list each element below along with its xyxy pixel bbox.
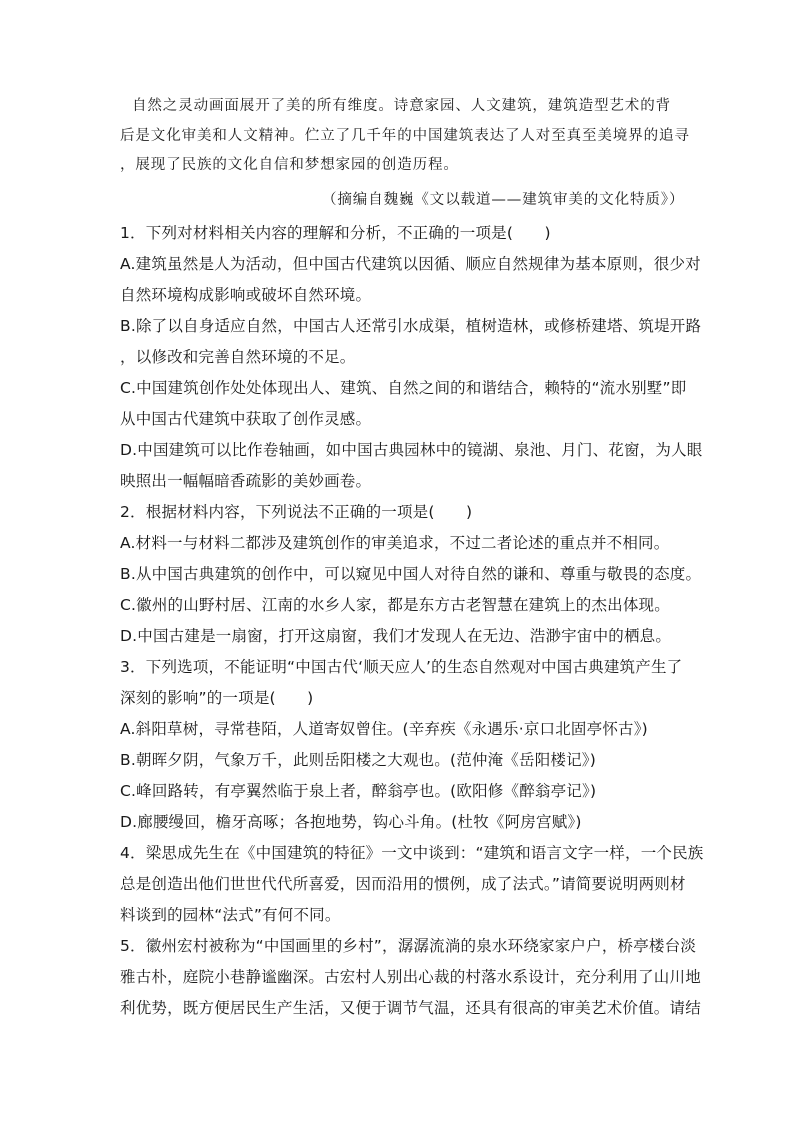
question-2-option-c: C.徽州的山野村居、江南的水乡人家，都是东方古老智慧在建筑上的杰出体现。: [120, 596, 670, 614]
question-3-stem-cont: 深刻的影响”的一项是( ): [120, 689, 314, 707]
question-2-option-d: D.中国古建是一扇窗，打开这扇窗，我们才发现人在无边、浩渺宇宙中的栖息。: [120, 627, 672, 645]
question-1-option-c: C.中国建筑创作处处体现出人、建筑、自然之间的和谐结合，赖特的“流水别墅”即: [120, 379, 687, 397]
passage-source: （摘编自魏巍《文以载道——建筑审美的文化特质》）: [322, 192, 685, 208]
question-1-stem: 1．下列对材料相关内容的理解和分析，不正确的一项是( ): [120, 224, 551, 242]
question-3-option-b: B.朝晖夕阴，气象万千，此则岳阳楼之大观也。(范仲淹《岳阳楼记》): [120, 751, 597, 769]
passage-line: 自然之灵动画面展开了美的所有维度。诗意家园、人文建筑，建筑造型艺术的背: [132, 98, 671, 114]
question-1-option-d: D.中国建筑可以比作卷轴画，如中国古典园林中的镜湖、泉池、月门、花窗，为人眼: [120, 441, 703, 459]
question-1-option-b: B.除了以自身适应自然，中国古人还常引水成渠，植树造林，或修桥建塔、筑堤开路: [120, 317, 702, 335]
question-4-stem-cont: 料谈到的园林“法式”有何不同。: [120, 906, 341, 924]
question-4-stem-cont: 总是创造出他们世世代代所喜爱，因而沿用的惯例，成了法式。”请简要说明两则材: [120, 875, 686, 893]
passage-line: ，展现了民族的文化自信和梦想家园的创造历程。: [120, 157, 459, 173]
question-2-option-a: A.材料一与材料二都涉及建筑创作的审美追求，不过二者论述的重点并不相同。: [120, 534, 670, 552]
question-3-option-d: D.廊腰缦回，檐牙高啄；各抱地势，钩心斗角。(杜牧《阿房宫赋》): [120, 813, 582, 831]
question-1-option-d-cont: 映照出一幅幅暗香疏影的美妙画卷。: [120, 472, 372, 490]
question-2-stem: 2．根据材料内容，下列说法不正确的一项是( ): [120, 503, 473, 521]
question-5-stem-cont: 雅古朴，庭院小巷静谧幽深。古宏村人别出心裁的村落水系设计，充分利用了山川地: [120, 968, 701, 986]
question-1-option-a: A.建筑虽然是人为活动，但中国古代建筑以因循、顺应自然规律为基本原则，很少对: [120, 255, 701, 273]
question-3-stem: 3．下列选项，不能证明“中国古代‘顺天应人’的生态自然观对中国古典建筑产生了: [120, 658, 683, 676]
question-5-stem-cont: 利优势，既方便居民生产生活，又便于调节气温，还具有很高的审美艺术价值。请结: [120, 999, 701, 1017]
question-4-stem: 4．梁思成先生在《中国建筑的特征》一文中谈到：“建筑和语言文字一样，一个民族: [120, 844, 704, 862]
question-1-option-a-cont: 自然环境构成影响或破坏自然环境。: [120, 286, 372, 304]
question-1-option-b-cont: ，以修改和完善自然环境的不足。: [120, 348, 356, 366]
passage-line: 后是文化审美和人文精神。伫立了几千年的中国建筑表达了人对至真至美境界的追寻: [120, 128, 690, 144]
question-1-option-c-cont: 从中国古代建筑中获取了创作灵感。: [120, 410, 372, 428]
question-2-option-b: B.从中国古典建筑的创作中，可以窥见中国人对待自然的谦和、尊重与敬畏的态度。: [120, 565, 702, 583]
question-3-option-c: C.峰回路转，有亭翼然临于泉上者，醉翁亭也。(欧阳修《醉翁亭记》): [120, 782, 597, 800]
question-5-stem: 5．徽州宏村被称为“中国画里的乡村”，潺潺流淌的泉水环绕家家户户，桥亭楼台淡: [120, 937, 697, 955]
question-3-option-a: A.斜阳草树，寻常巷陌，人道寄奴曾住。(辛弃疾《永遇乐·京口北固亭怀古》): [120, 720, 648, 738]
